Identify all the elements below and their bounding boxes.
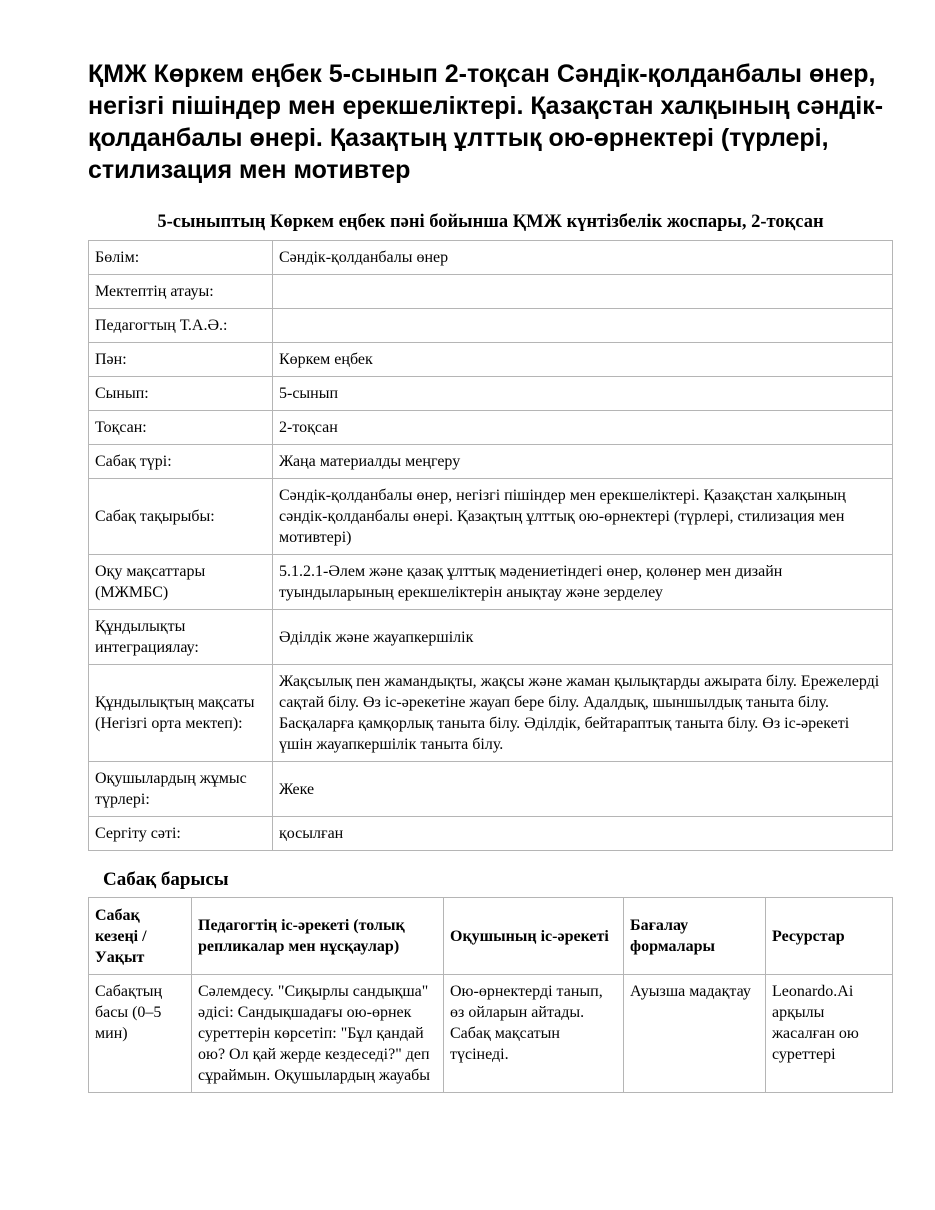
info-row: [89, 817, 893, 851]
lesson-progress-table: [88, 897, 893, 1093]
info-row: [89, 309, 893, 343]
info-row: [89, 610, 893, 665]
info-label: Пән:: [89, 343, 273, 377]
info-value: Жеке: [273, 762, 893, 817]
info-value: Жаңа материалды меңгеру: [273, 445, 893, 479]
info-label: Педагогтың Т.А.Ә.:: [89, 309, 273, 343]
info-row: [89, 377, 893, 411]
info-label: Тоқсан:: [89, 411, 273, 445]
info-row: [89, 275, 893, 309]
info-value: 5-сынып: [273, 377, 893, 411]
plan-subtitle: 5-сыныптың Көркем еңбек пәні бойынша ҚМЖ күнтізбелік жоспары, 2-тоқсан: [157, 212, 824, 232]
info-row: [89, 343, 893, 377]
info-row: [89, 665, 893, 762]
info-value: 2-тоқсан: [273, 411, 893, 445]
column-header-student: Оқушының іс-әрекеті: [444, 898, 624, 975]
info-value: [273, 309, 893, 343]
info-label: Сынып:: [89, 377, 273, 411]
info-row: [89, 555, 893, 610]
student-activity-cell: Ою-өрнектерді танып, өз ойларын айтады. Сабақ мақсатын түсінеді.: [444, 975, 624, 1093]
info-row: [89, 479, 893, 555]
lesson-info-table: [88, 240, 893, 851]
document-title: ҚМЖ Көркем еңбек 5-сынып 2-тоқсан Сәндік-қолданбалы өнер, негізгі пішіндер мен ерекшеліктері. Қазақстан халқының сәндік-қолданбалы өнері. Қазақтың ұлттық ою-өрнектері (түрлері, стилизация мен мотивтер: [88, 60, 884, 184]
info-value: Әділдік және жауапкершілік: [273, 610, 893, 665]
info-value: Сәндік-қолданбалы өнер: [273, 241, 893, 275]
column-header-teacher: Педагогтің іс-әрекеті (толық репликалар мен нұсқаулар): [192, 898, 444, 975]
info-label: Оқу мақсаттары (МЖМБС): [89, 555, 273, 610]
resources-cell: Leonardo.Ai арқылы жасалған ою суреттері: [766, 975, 893, 1093]
table-row: [89, 975, 893, 1093]
info-row: [89, 762, 893, 817]
info-label: Оқушылардың жұмыс түрлері:: [89, 762, 273, 817]
info-label: Құндылықты интеграциялау:: [89, 610, 273, 665]
info-value: Көркем еңбек: [273, 343, 893, 377]
column-header-resources: Ресурстар: [766, 898, 893, 975]
assessment-cell: Ауызша мадақтау: [624, 975, 766, 1093]
info-row: [89, 411, 893, 445]
info-label: Сергіту сәті:: [89, 817, 273, 851]
teacher-activity-cell: Сәлемдесу. "Сиқырлы сандықша" әдісі: Сандықшадағы ою-өрнек суреттерін көрсетіп: "Бұл қандай ою? Ол қай жерде кездеседі?" деп сұраймын. Оқушылардың жауабы: [192, 975, 444, 1093]
info-label: Құндылықтың мақсаты (Негізгі орта мектеп):: [89, 665, 273, 762]
info-value: [273, 275, 893, 309]
column-header-assessment: Бағалау формалары: [624, 898, 766, 975]
table-header-row: [89, 898, 893, 975]
info-label: Сабақ түрі:: [89, 445, 273, 479]
column-header-stage: Сабақ кезеңі / Уақыт: [89, 898, 192, 975]
info-label: Мектептің атауы:: [89, 275, 273, 309]
info-row: [89, 241, 893, 275]
info-row: [89, 445, 893, 479]
info-label: Сабақ тақырыбы:: [89, 479, 273, 555]
lesson-section-heading: Сабақ барысы: [103, 869, 229, 890]
info-label: Бөлім:: [89, 241, 273, 275]
info-value: қосылған: [273, 817, 893, 851]
info-value: Жақсылық пен жамандықты, жақсы және жаман қылықтарды ажырата білу. Ережелерді сақтай білу. Өз іс-әрекетіне жауап бере білу. Адалдық, шыншылдық таныта білу. Басқаларға қамқорлық таныта білу. Әділдік, бейтараптық таныта білу. Өз іс-әрекеті үшін жауапкершілік таныта білу.: [273, 665, 893, 762]
stage-cell: Сабақтың басы (0–5 мин): [89, 975, 192, 1093]
document-page: [88, 58, 893, 1093]
info-value: Сәндік-қолданбалы өнер, негізгі пішіндер мен ерекшеліктері. Қазақстан халқының сәндік-қолданбалы өнері. Қазақтың ұлттық ою-өрнектері (түрлері, стилизация мен мотивтері): [273, 479, 893, 555]
info-value: 5.1.2.1-Әлем және қазақ ұлттық мәдениетіндегі өнер, қолөнер мен дизайн туындыларының ерекшеліктерін анықтау және зерделеу: [273, 555, 893, 610]
